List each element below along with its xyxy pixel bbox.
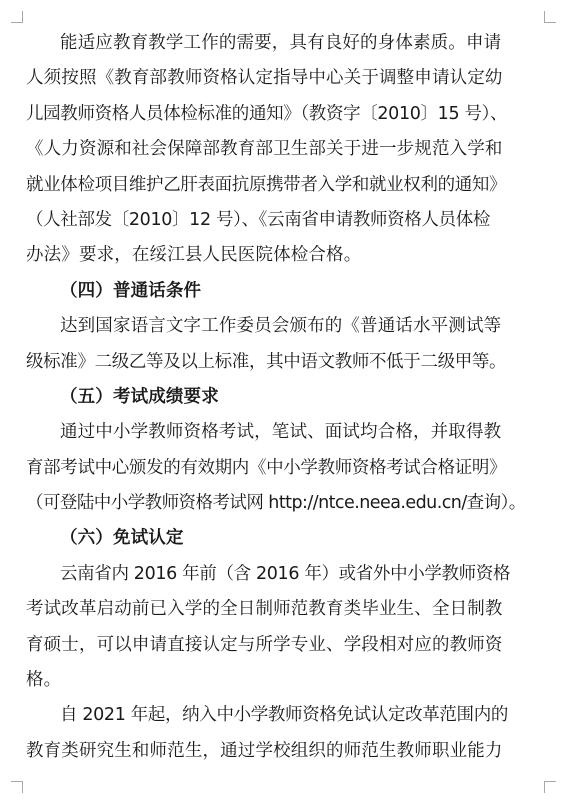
page-corner-mark <box>11 11 23 23</box>
paragraph-line: 达到国家语言文字工作委员会颁布的《普通话水平测试等 <box>60 316 502 337</box>
paragraph-line: 人须按照《教育部教师资格认定指导中心关于调整申请认定幼 <box>26 68 503 89</box>
paragraph-line: 育部考试中心颁发的有效期内《中小学教师资格考试合格证明》 <box>26 457 507 478</box>
paragraph-line: 办法》要求，在绥江县人民医院体检合格。 <box>26 245 362 266</box>
paragraph-line: 级标准》二级乙等及以上标准，其中语文教师不低于二级甲等。 <box>26 351 507 372</box>
paragraph-line: 就业体检项目维护乙肝表面抗原携带者入学和就业权利的通知》 <box>26 174 507 195</box>
paragraph-line: 自 2021 年起，纳入中小学教师资格免试认定改革范围内的 <box>60 705 509 726</box>
paragraph-line: 考试改革启动前已入学的全日制师范教育类毕业生、全日制教 <box>26 599 503 620</box>
paragraph-line: 育硕士，可以申请直接认定与所学专业、学段相对应的教师资 <box>26 634 503 655</box>
page-corner-mark <box>544 781 556 793</box>
paragraph-line: 能适应教育教学工作的需要，具有良好的身体素质。申请 <box>60 33 502 53</box>
paragraph-line: （可登陆中小学教师资格考试网 http://ntce.neea.edu.cn/查询）。 <box>26 493 526 514</box>
page-corner-mark <box>11 781 23 793</box>
document-body <box>26 26 548 769</box>
section-heading: （四）普通话条件 <box>60 280 202 301</box>
paragraph-line: 通过中小学教师资格考试，笔试、面试均合格，并取得教 <box>60 422 502 443</box>
section-heading: （六）免试认定 <box>60 528 184 549</box>
paragraph-line: （人社部发〔2010〕12 号）、《云南省申请教师资格人员体检 <box>26 209 491 230</box>
paragraph-line: 教育类研究生和师范生，通过学校组织的师范生教师职业能力 <box>26 740 503 761</box>
paragraph-line: 儿园教师资格人员体检标准的通知》（教资字〔2010〕15 号）、 <box>26 103 508 124</box>
paragraph-line: 格。 <box>26 670 62 691</box>
paragraph-line: 云南省内 2016 年前（含 2016 年）或省外中小学教师资格 <box>60 563 511 584</box>
page-corner-mark <box>544 11 556 23</box>
section-heading: （五）考试成绩要求 <box>60 386 219 407</box>
paragraph-line: 《人力资源和社会保障部教育部卫生部关于进一步规范入学和 <box>26 139 503 160</box>
